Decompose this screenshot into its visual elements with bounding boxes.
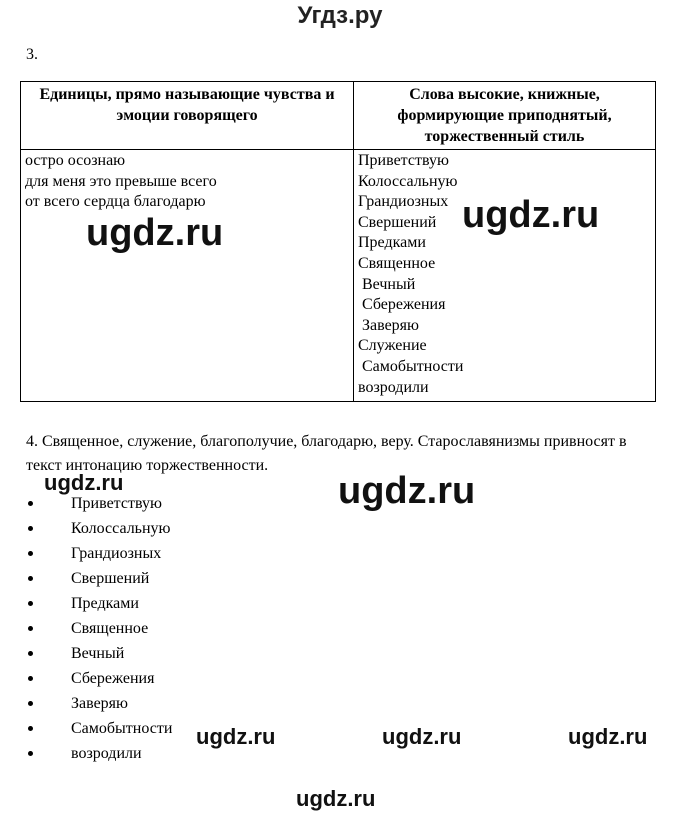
table-header-emotions: Единицы, прямо называющие чувства и эмоции говорящего bbox=[21, 82, 354, 150]
task-3-number: 3. bbox=[26, 46, 38, 63]
list-item-text: Грандиозных bbox=[71, 545, 162, 562]
bullet-dot-icon bbox=[28, 601, 33, 606]
watermark: ugdz.ru bbox=[382, 724, 462, 749]
list-item-text: Священное bbox=[71, 620, 149, 637]
list-item-text: Свершений bbox=[71, 570, 150, 587]
list-item-text: возродили bbox=[71, 745, 142, 762]
list-item bbox=[28, 566, 172, 591]
high-style-word: Приветствую bbox=[358, 152, 449, 169]
task-4-bullet-list bbox=[28, 491, 172, 766]
high-style-word: возродили bbox=[358, 378, 429, 396]
bullet-dot-icon bbox=[28, 676, 33, 681]
high-style-word: Самобытности bbox=[358, 357, 464, 375]
high-style-word: Священное bbox=[358, 254, 436, 272]
list-item bbox=[28, 691, 172, 716]
list-item bbox=[28, 741, 172, 766]
bullet-dot-icon bbox=[28, 701, 33, 706]
list-item bbox=[28, 716, 172, 741]
emotion-phrase: для меня это превыше всего bbox=[25, 172, 217, 190]
list-item bbox=[28, 541, 172, 566]
watermark: ugdz.ru bbox=[296, 786, 376, 811]
list-item-text: Предками bbox=[71, 595, 139, 612]
bullet-dot-icon bbox=[28, 726, 33, 731]
site-title: Угдз.ру bbox=[297, 2, 383, 29]
high-style-word: Свершений bbox=[358, 213, 437, 231]
high-style-word: Служение bbox=[358, 337, 427, 355]
list-item bbox=[28, 666, 172, 691]
watermark: ugdz.ru bbox=[568, 724, 648, 749]
emotion-phrase: от всего сердца благодарю bbox=[25, 193, 206, 211]
watermark: ugdz.ru bbox=[338, 470, 476, 512]
watermark: ugdz.ru bbox=[86, 212, 224, 254]
list-item-text: Колоссальную bbox=[71, 520, 171, 537]
list-item bbox=[28, 641, 172, 666]
high-style-word: Сбережения bbox=[358, 296, 446, 314]
list-item-text: Самобытности bbox=[71, 720, 173, 737]
table-cell-emotions bbox=[21, 150, 354, 402]
table-row bbox=[21, 150, 656, 402]
watermark: ugdz.ru bbox=[196, 724, 276, 749]
bullet-dot-icon bbox=[28, 651, 33, 656]
list-item-text: Сбережения bbox=[71, 670, 155, 687]
list-item bbox=[28, 591, 172, 616]
list-item bbox=[28, 516, 172, 541]
bullet-dot-icon bbox=[28, 576, 33, 581]
high-style-word: Заверяю bbox=[358, 316, 419, 334]
watermark: ugdz.ru bbox=[462, 194, 600, 236]
table-header-row bbox=[21, 82, 656, 150]
list-item bbox=[28, 616, 172, 641]
emotion-phrase: остро осознаю bbox=[25, 152, 126, 169]
bullet-dot-icon bbox=[28, 751, 33, 756]
high-style-word: Предками bbox=[358, 234, 426, 252]
task-4-paragraph: 4. Священное, служение, благополучие, благодарю, веру. Старославянизмы привносят в текст интонацию торжественности. bbox=[26, 433, 627, 474]
bullet-dot-icon bbox=[28, 626, 33, 631]
bullet-dot-icon bbox=[28, 501, 33, 506]
high-style-word: Вечный bbox=[358, 275, 416, 293]
high-style-word: Колоссальную bbox=[358, 172, 458, 190]
watermark: ugdz.ru bbox=[44, 470, 124, 495]
high-style-word: Грандиозных bbox=[358, 193, 449, 211]
bullet-dot-icon bbox=[28, 551, 33, 556]
table-header-high-style: Слова высокие, книжные, формирующие приподнятый, торжественный стиль bbox=[354, 82, 656, 150]
bullet-dot-icon bbox=[28, 526, 33, 531]
list-item-text: Заверяю bbox=[71, 695, 128, 712]
list-item-text: Вечный bbox=[71, 645, 125, 662]
table-cell-high-style bbox=[354, 150, 656, 402]
list-item-text: Приветствую bbox=[71, 495, 162, 512]
